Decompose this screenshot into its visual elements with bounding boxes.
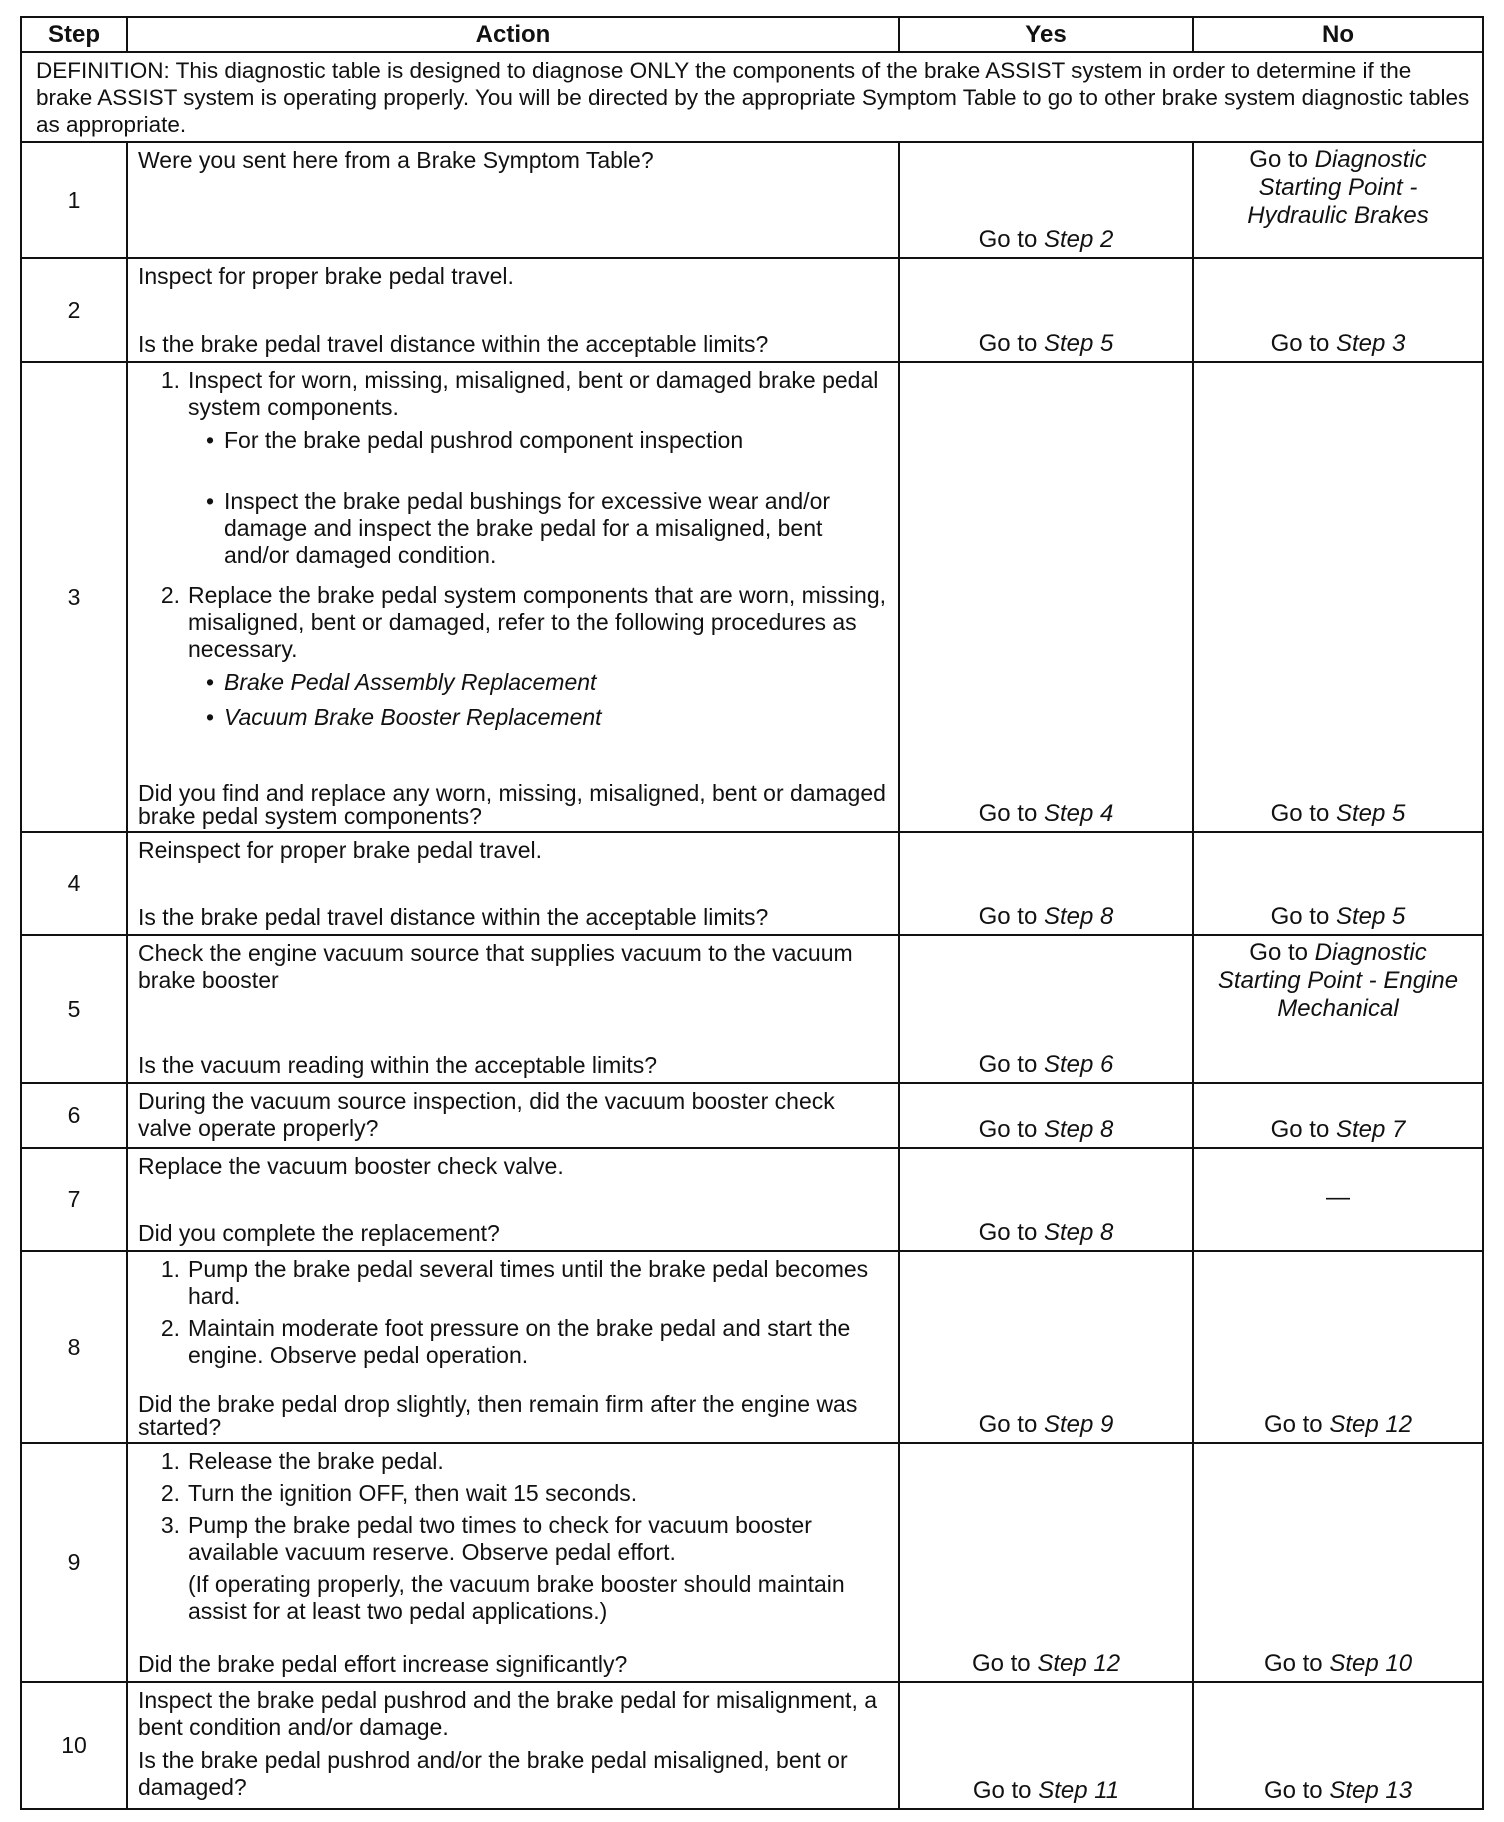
table-row bbox=[21, 1682, 1483, 1809]
yes-cell bbox=[899, 1682, 1193, 1809]
table-row bbox=[21, 362, 1483, 832]
yes-step-link[interactable]: Step 8 bbox=[1043, 1219, 1114, 1246]
action-cell bbox=[127, 362, 899, 832]
diagnostic-document bbox=[20, 16, 1482, 1810]
no-cell bbox=[1193, 1148, 1483, 1251]
item-text: Pump the brake pedal several times until the brake pedal becomes hard. bbox=[188, 1256, 869, 1309]
no-step-link[interactable]: Step 10 bbox=[1329, 1650, 1413, 1677]
procedure-link[interactable]: Brake Pedal Assembly Replacement bbox=[224, 669, 597, 695]
no-step-link[interactable]: Step 7 bbox=[1335, 1116, 1406, 1143]
yes-prefix: Go to bbox=[971, 1650, 1038, 1677]
action-cell bbox=[127, 1148, 899, 1251]
procedure-list bbox=[138, 1256, 890, 1374]
definition-row bbox=[21, 52, 1483, 142]
question-text: Is the brake pedal travel distance within the acceptable limits? bbox=[138, 904, 769, 930]
item-text: Release the brake pedal. bbox=[188, 1448, 444, 1474]
no-step-link[interactable]: Step 3 bbox=[1335, 330, 1406, 357]
action-cell bbox=[127, 142, 899, 258]
item-number: 2. bbox=[160, 582, 180, 608]
yes-cell bbox=[899, 935, 1193, 1083]
bullet-text: Inspect the brake pedal bushings for excessive wear and/or damage and inspect the brake pedal for a misaligned, bent and/or damaged condition. bbox=[224, 488, 831, 568]
action-text: Were you sent here from a Brake Symptom Table? bbox=[138, 147, 654, 173]
item-number: 1. bbox=[160, 367, 180, 393]
yes-prefix: Go to bbox=[978, 903, 1044, 930]
step-number: 7 bbox=[21, 1148, 127, 1251]
no-prefix: Go to bbox=[1270, 1116, 1336, 1143]
yes-step-link[interactable]: Step 8 bbox=[1043, 903, 1114, 930]
question-text: Is the brake pedal travel distance within the acceptable limits? bbox=[138, 331, 769, 357]
action-text: Check the engine vacuum source that supplies vacuum to the vacuum brake booster bbox=[138, 940, 853, 993]
bullet-item: • Vacuum Brake Booster Replacement bbox=[188, 704, 890, 731]
yes-cell bbox=[899, 362, 1193, 832]
action-cell bbox=[127, 1251, 899, 1443]
yes-cell bbox=[899, 258, 1193, 362]
yes-step-link[interactable]: Step 11 bbox=[1038, 1777, 1120, 1804]
diagnostic-table bbox=[20, 16, 1484, 1810]
no-cell bbox=[1193, 1443, 1483, 1682]
no-link-line1[interactable]: Diagnostic bbox=[1314, 939, 1427, 966]
no-step-link[interactable]: Step 13 bbox=[1329, 1777, 1413, 1804]
table-row bbox=[21, 1148, 1483, 1251]
yes-step-link[interactable]: Step 9 bbox=[1043, 1411, 1114, 1438]
table-row bbox=[21, 142, 1483, 258]
header-yes: Yes bbox=[899, 17, 1193, 52]
step-number: 8 bbox=[21, 1251, 127, 1443]
no-cell bbox=[1193, 1083, 1483, 1148]
action-cell bbox=[127, 1682, 899, 1809]
table-header-row bbox=[21, 17, 1483, 52]
no-step-link[interactable]: Step 5 bbox=[1335, 903, 1406, 930]
yes-cell bbox=[899, 1083, 1193, 1148]
list-item bbox=[138, 582, 890, 739]
no-link-line2[interactable]: Starting Point - bbox=[1258, 174, 1418, 201]
no-prefix: Go to bbox=[1270, 800, 1336, 827]
table-row bbox=[21, 832, 1483, 935]
yes-prefix: Go to bbox=[978, 1411, 1044, 1438]
step-number: 3 bbox=[21, 362, 127, 832]
question-text: Is the vacuum reading within the acceptable limits? bbox=[138, 1052, 658, 1078]
bullet-item: • Inspect the brake pedal bushings for excessive wear and/or damage and inspect the brake pedal for a misaligned, bent and/or damaged condition. bbox=[188, 488, 890, 569]
yes-step-link[interactable]: Step 4 bbox=[1043, 800, 1114, 827]
no-link-line1[interactable]: Diagnostic bbox=[1314, 146, 1427, 173]
yes-prefix: Go to bbox=[978, 330, 1044, 357]
question-text: Did the brake pedal drop slightly, then remain firm after the engine was started? bbox=[138, 1391, 858, 1440]
no-prefix: Go to bbox=[1270, 903, 1336, 930]
no-cell bbox=[1193, 142, 1483, 258]
table-row bbox=[21, 1083, 1483, 1148]
step-number: 9 bbox=[21, 1443, 127, 1682]
no-prefix: Go to bbox=[1249, 939, 1315, 966]
yes-step-link[interactable]: Step 6 bbox=[1043, 1051, 1114, 1078]
yes-step-link[interactable]: Step 12 bbox=[1037, 1650, 1121, 1677]
yes-step-link[interactable]: Step 5 bbox=[1043, 330, 1114, 357]
yes-prefix: Go to bbox=[978, 1219, 1044, 1246]
table-row bbox=[21, 935, 1483, 1083]
yes-cell bbox=[899, 832, 1193, 935]
action-text: During the vacuum source inspection, did the vacuum booster check valve operate properly? bbox=[138, 1088, 835, 1141]
procedure-list bbox=[138, 367, 890, 744]
no-link-line3[interactable]: Hydraulic Brakes bbox=[1247, 202, 1429, 229]
item-text: Pump the brake pedal two times to check for vacuum booster available vacuum reserve. Observe pedal effort. bbox=[188, 1512, 812, 1565]
no-link-line3[interactable]: Mechanical bbox=[1277, 995, 1399, 1022]
item-text: Turn the ignition OFF, then wait 15 seconds. bbox=[188, 1480, 638, 1506]
procedure-list bbox=[138, 1448, 890, 1571]
item-text: Maintain moderate foot pressure on the brake pedal and start the engine. Observe pedal operation. bbox=[188, 1315, 851, 1368]
bullet-list bbox=[188, 669, 890, 731]
action-text: Inspect for proper brake pedal travel. bbox=[138, 263, 514, 289]
yes-cell bbox=[899, 142, 1193, 258]
step-number: 4 bbox=[21, 832, 127, 935]
table-row bbox=[21, 258, 1483, 362]
yes-cell bbox=[899, 1148, 1193, 1251]
no-prefix: Go to bbox=[1263, 1411, 1330, 1438]
item-number: 2. bbox=[160, 1480, 180, 1506]
header-step: Step bbox=[21, 17, 127, 52]
bullet-item: • For the brake pedal pushrod component inspection bbox=[188, 427, 890, 454]
table-row bbox=[21, 1443, 1483, 1682]
list-item bbox=[138, 1256, 890, 1310]
bullet-text: For the brake pedal pushrod component inspection bbox=[224, 427, 744, 453]
no-step-link[interactable]: Step 12 bbox=[1329, 1411, 1413, 1438]
yes-step-link[interactable]: Step 2 bbox=[1043, 226, 1114, 253]
yes-cell bbox=[899, 1443, 1193, 1682]
no-prefix: Go to bbox=[1263, 1650, 1330, 1677]
step-number: 6 bbox=[21, 1083, 127, 1148]
yes-prefix: Go to bbox=[978, 800, 1044, 827]
table-row bbox=[21, 1251, 1483, 1443]
no-cell bbox=[1193, 832, 1483, 935]
bullet-list bbox=[188, 427, 890, 569]
list-item bbox=[138, 1315, 890, 1369]
item-number: 2. bbox=[160, 1315, 180, 1341]
question-text: Is the brake pedal pushrod and/or the brake pedal misaligned, bent or damaged? bbox=[138, 1747, 848, 1800]
item-number: 1. bbox=[160, 1256, 180, 1282]
header-action: Action bbox=[127, 17, 899, 52]
question-text: Did the brake pedal effort increase significantly? bbox=[138, 1651, 628, 1677]
no-link-line2[interactable]: Starting Point - Engine bbox=[1217, 967, 1459, 994]
list-item bbox=[138, 1480, 890, 1507]
question-text: Did you complete the replacement? bbox=[138, 1220, 500, 1246]
bullet-item: • Brake Pedal Assembly Replacement bbox=[188, 669, 890, 696]
action-cell bbox=[127, 1443, 899, 1682]
no-prefix: Go to bbox=[1270, 330, 1336, 357]
action-cell bbox=[127, 258, 899, 362]
question-text: Did you find and replace any worn, missing, misaligned, bent or damaged brake pedal system components? bbox=[138, 780, 886, 829]
yes-cell bbox=[899, 1251, 1193, 1443]
yes-prefix: Go to bbox=[978, 226, 1044, 253]
no-cell bbox=[1193, 258, 1483, 362]
yes-step-link[interactable]: Step 8 bbox=[1043, 1116, 1114, 1143]
item-text: Inspect for worn, missing, misaligned, bent or damaged brake pedal system components. bbox=[188, 367, 879, 420]
list-item bbox=[138, 1512, 890, 1566]
action-cell bbox=[127, 1083, 899, 1148]
action-cell bbox=[127, 935, 899, 1083]
no-prefix: Go to bbox=[1249, 146, 1315, 173]
list-item bbox=[138, 1448, 890, 1475]
yes-prefix: Go to bbox=[972, 1777, 1039, 1804]
yes-prefix: Go to bbox=[978, 1116, 1044, 1143]
step-number: 2 bbox=[21, 258, 127, 362]
header-no: No bbox=[1193, 17, 1483, 52]
step-number: 5 bbox=[21, 935, 127, 1083]
no-cell bbox=[1193, 1251, 1483, 1443]
item-number: 3. bbox=[160, 1512, 180, 1538]
item-number: 1. bbox=[160, 1448, 180, 1474]
definition-text: DEFINITION: This diagnostic table is designed to diagnose ONLY the components of the brake ASSIST system in order to determine if the brake ASSIST system is operating properly. You will be directed by the appropriate Symptom Table to go to other brake system diagnostic tables as appropriate. bbox=[21, 52, 1483, 142]
no-cell bbox=[1193, 362, 1483, 832]
no-prefix: Go to bbox=[1263, 1777, 1330, 1804]
step-number: 10 bbox=[21, 1682, 127, 1809]
no-cell bbox=[1193, 935, 1483, 1083]
no-cell bbox=[1193, 1682, 1483, 1809]
step-number: 1 bbox=[21, 142, 127, 258]
list-item bbox=[138, 367, 890, 577]
action-text: Reinspect for proper brake pedal travel. bbox=[138, 837, 542, 863]
action-text: Inspect the brake pedal pushrod and the brake pedal for misalignment, a bent condition and/or damage. bbox=[138, 1687, 878, 1740]
no-step-link[interactable]: Step 5 bbox=[1335, 800, 1406, 827]
no-dash: — bbox=[1326, 1184, 1350, 1211]
action-cell bbox=[127, 832, 899, 935]
yes-prefix: Go to bbox=[978, 1051, 1044, 1078]
action-text: Replace the vacuum booster check valve. bbox=[138, 1153, 564, 1179]
item-text: Replace the brake pedal system components that are worn, missing, misaligned, bent or damaged, refer to the following procedures as necessary. bbox=[188, 582, 887, 662]
note-text: (If operating properly, the vacuum brake booster should maintain assist for at least two pedal applications.) bbox=[188, 1571, 845, 1624]
procedure-link[interactable]: Vacuum Brake Booster Replacement bbox=[224, 704, 602, 730]
